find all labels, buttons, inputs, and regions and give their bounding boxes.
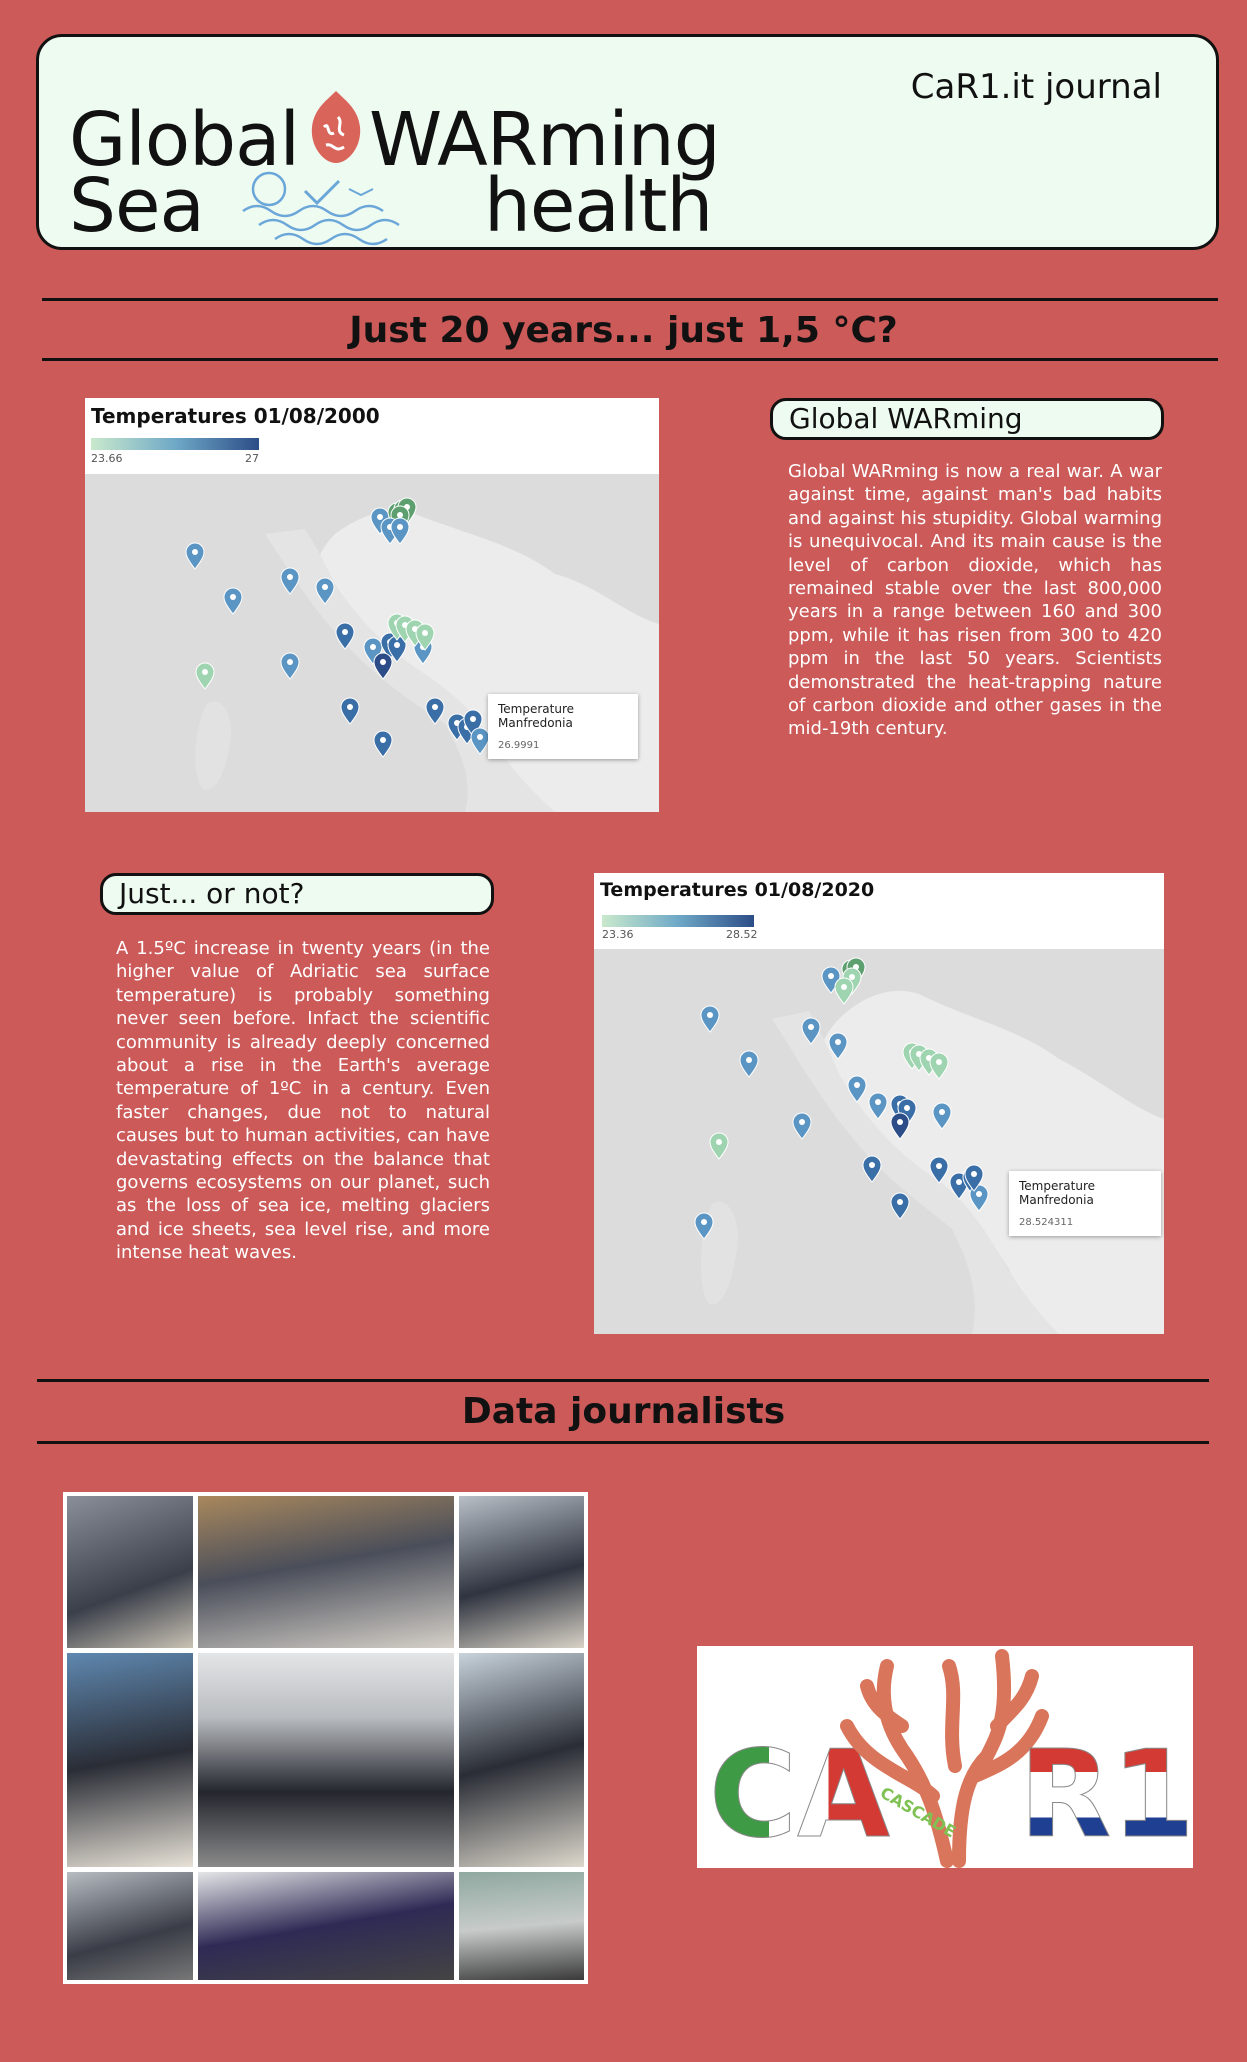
just-or-not-text: A 1.5ºC increase in twenty years (in the higher value of Adriatic sea surface temperature) is probably something never seen before. Infact the scientific community is already deeply concerned about a rise in the Earth's average temperature of 1ºC in a century. Even faster changes, due not to natural causes but to human activities, can have devastating effects on the balance that governs ecosystems on our planet, such as the loss of sea ice, melting glaciers and ice sheets, sea level rise, and more intense heat waves. — [116, 938, 490, 1264]
logo-letters-left: CA — [709, 1726, 890, 1865]
team-photo-8 — [198, 1872, 454, 1980]
team-photo-9 — [459, 1872, 584, 1980]
section1-title: Just 20 years... just 1,5 °C? — [349, 310, 898, 351]
map-2020-tooltip-value: 28.524311 — [1019, 1217, 1074, 1228]
map-2000-tooltip-label: Temperature Manfredonia — [498, 702, 575, 730]
team-photo-4 — [67, 1653, 193, 1867]
map-2000-legend-max: 27 — [245, 452, 259, 465]
map-2020-tooltip-label: Temperature Manfredonia — [1019, 1179, 1096, 1207]
team-photo-7 — [67, 1872, 193, 1980]
map-2020[interactable] — [594, 873, 1164, 1334]
global-warming-text: Global WARming is now a real war. A war against time, against man's bad habits and against his stupidity. Global warming is unequivocal. And its main cause is the level of carbon dioxide, which has remained stable over the last 800,000 years in a range between 160 and 300 ppm, while it has risen from 300 to 420 ppm in the last 50 years. Scientists demonstrated the heat-trapping nature of carbon dioxide and other gases in the mid-19th century. — [788, 461, 1162, 740]
header-card — [36, 34, 1219, 250]
logo-letters-right: R1 — [1019, 1726, 1193, 1865]
sea-waves-icon — [239, 167, 419, 247]
map-2000[interactable] — [85, 398, 659, 812]
section1-top-rule — [42, 298, 1218, 301]
just-or-not-heading: Just... or not? — [100, 873, 494, 915]
section1-title-wrap — [0, 304, 1247, 358]
section2-title: Data journalists — [461, 1391, 786, 1432]
map-2000-tooltip — [488, 694, 638, 759]
coral-brain-icon — [304, 87, 368, 167]
map-2020-title: Temperatures 01/08/2020 — [600, 879, 875, 901]
title-health: health — [484, 163, 713, 249]
map-2020-legend-min: 23.36 — [602, 928, 634, 941]
section2-title-wrap — [0, 1384, 1247, 1440]
section2-top-rule — [37, 1379, 1209, 1382]
map-2000-title: Temperatures 01/08/2000 — [91, 404, 380, 428]
title-warming: WARming — [369, 97, 720, 183]
map-2000-legend-min: 23.66 — [91, 452, 123, 465]
journal-name: CaR1.it journal — [910, 67, 1162, 107]
section1-bottom-rule — [42, 358, 1218, 361]
map-2000-basemap — [85, 474, 659, 812]
map-2020-tooltip — [1009, 1171, 1161, 1236]
title-sea: Sea — [69, 163, 204, 249]
car1-logo — [697, 1646, 1193, 1868]
photo-collage — [63, 1492, 588, 1984]
map-2000-tooltip-value: 26.9991 — [498, 740, 540, 751]
logo-cascade-text: CASCADE — [877, 1783, 960, 1842]
section2-bottom-rule — [37, 1441, 1209, 1444]
map-2000-legend-bar — [91, 438, 259, 450]
team-photo-2 — [198, 1496, 454, 1648]
team-photo-group — [198, 1653, 454, 1867]
global-warming-heading: Global WARming — [770, 398, 1164, 440]
team-photo-6 — [459, 1653, 584, 1867]
title-global: Global — [69, 97, 300, 183]
map-2020-basemap — [594, 949, 1164, 1334]
team-photo-1 — [67, 1496, 193, 1648]
map-2020-legend-bar — [602, 915, 754, 927]
car1-logo-graphic — [697, 1646, 1193, 1868]
team-photo-3 — [459, 1496, 584, 1648]
map-2020-legend-max: 28.52 — [726, 928, 758, 941]
